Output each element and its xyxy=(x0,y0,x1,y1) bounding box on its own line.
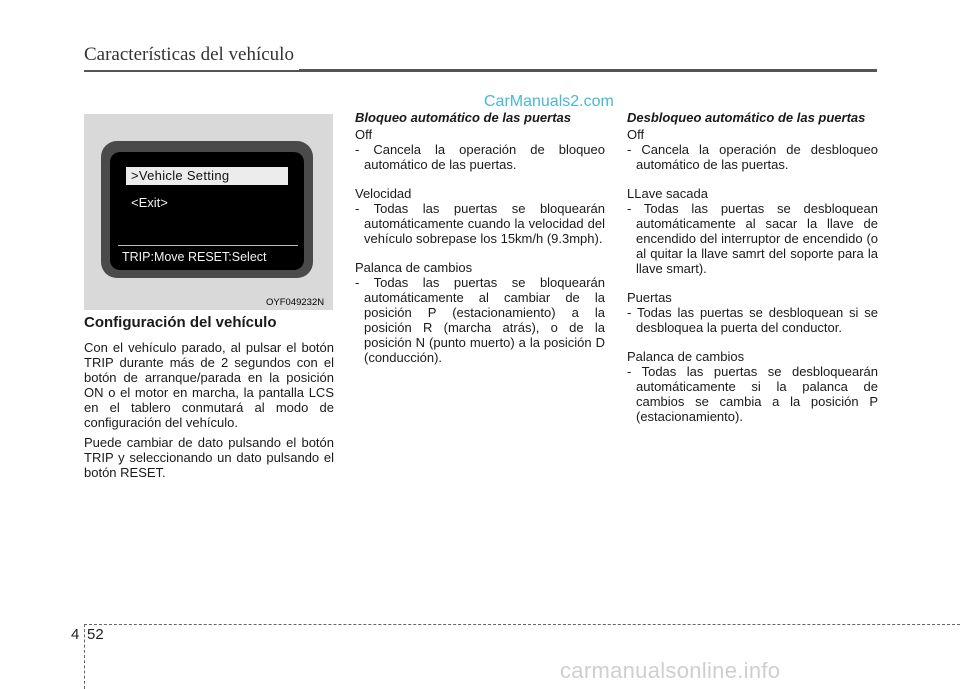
option-label: Off xyxy=(627,127,645,142)
page-number: 52 xyxy=(87,626,104,643)
option-description: - Cancela la operación de bloqueo automático de las puertas. xyxy=(355,142,605,172)
option-description: - Todas las puertas se desbloquearán automáticamente si la palanca de cambios se cambia a la posición P (estacionamiento). xyxy=(627,364,878,424)
lcd-footer-hint: TRIP:Move RESET:Select xyxy=(122,250,267,264)
header-rule-thick xyxy=(299,69,877,72)
option-description: - Todas las puertas se desbloquean si se desbloquea la puerta del conductor. xyxy=(627,305,878,335)
option-description: - Cancela la operación de desbloqueo automático de las puertas. xyxy=(627,142,878,172)
chapter-number: 4 xyxy=(71,626,80,643)
option-label: Palanca de cambios xyxy=(627,349,745,364)
option-label: Puertas xyxy=(627,290,672,305)
option-description: - Todas las puertas se bloquearán automáticamente al cambiar de la posición P (estacionamiento) a la posición R (marcha atrás), o de la posición N (punto muerto) a la posición D (conducción). xyxy=(355,275,605,365)
paragraph: Con el vehículo parado, al pulsar el botón TRIP durante más de 2 segundos con el botón de arranque/parada en la posición ON o el motor en marcha, la pantalla LCS en el tablero conmutará al modo de configuración del vehículo. xyxy=(84,340,334,430)
subsection-heading: Bloqueo automático de las puertas xyxy=(355,110,571,125)
column-right xyxy=(627,111,878,438)
section-heading: Configuración del vehículo xyxy=(84,314,277,331)
option-description: - Todas las puertas se bloquearán automáticamente cuando la velocidad del vehículo sobrepase los 15km/h (9.3mph). xyxy=(355,201,605,246)
option-label: Off xyxy=(355,127,373,142)
watermark-top[interactable]: CarManuals2.com xyxy=(484,93,614,110)
header-rule xyxy=(84,70,299,72)
subsection-heading: Desbloqueo automático de las puertas xyxy=(627,110,866,125)
option-description: - Todas las puertas se desbloquean automáticamente al sacar la llave de encendido del interruptor de encendido (o al quitar la llave samrt del soporte para la llave smart). xyxy=(627,201,878,276)
lcd-divider xyxy=(118,245,298,246)
lcd-menu-exit: <Exit> xyxy=(131,195,168,210)
paragraph: Puede cambiar de dato pulsando el botón TRIP y seleccionando un dato pulsando el botón RESET. xyxy=(84,435,334,480)
watermark-bottom[interactable]: carmanualsonline.info xyxy=(560,658,781,683)
column-middle xyxy=(355,111,605,379)
option-label: LLave sacada xyxy=(627,186,708,201)
footer-vertical-rule xyxy=(84,624,85,689)
lcd-menu-vehicle-setting: >Vehicle Setting xyxy=(131,168,230,183)
figure-code: OYF049232N xyxy=(266,297,325,308)
column-left xyxy=(84,315,334,485)
footer-rule xyxy=(84,624,960,625)
option-label: Velocidad xyxy=(355,186,412,201)
option-label: Palanca de cambios xyxy=(355,260,473,275)
page-header-title: Características del vehículo xyxy=(84,44,294,65)
